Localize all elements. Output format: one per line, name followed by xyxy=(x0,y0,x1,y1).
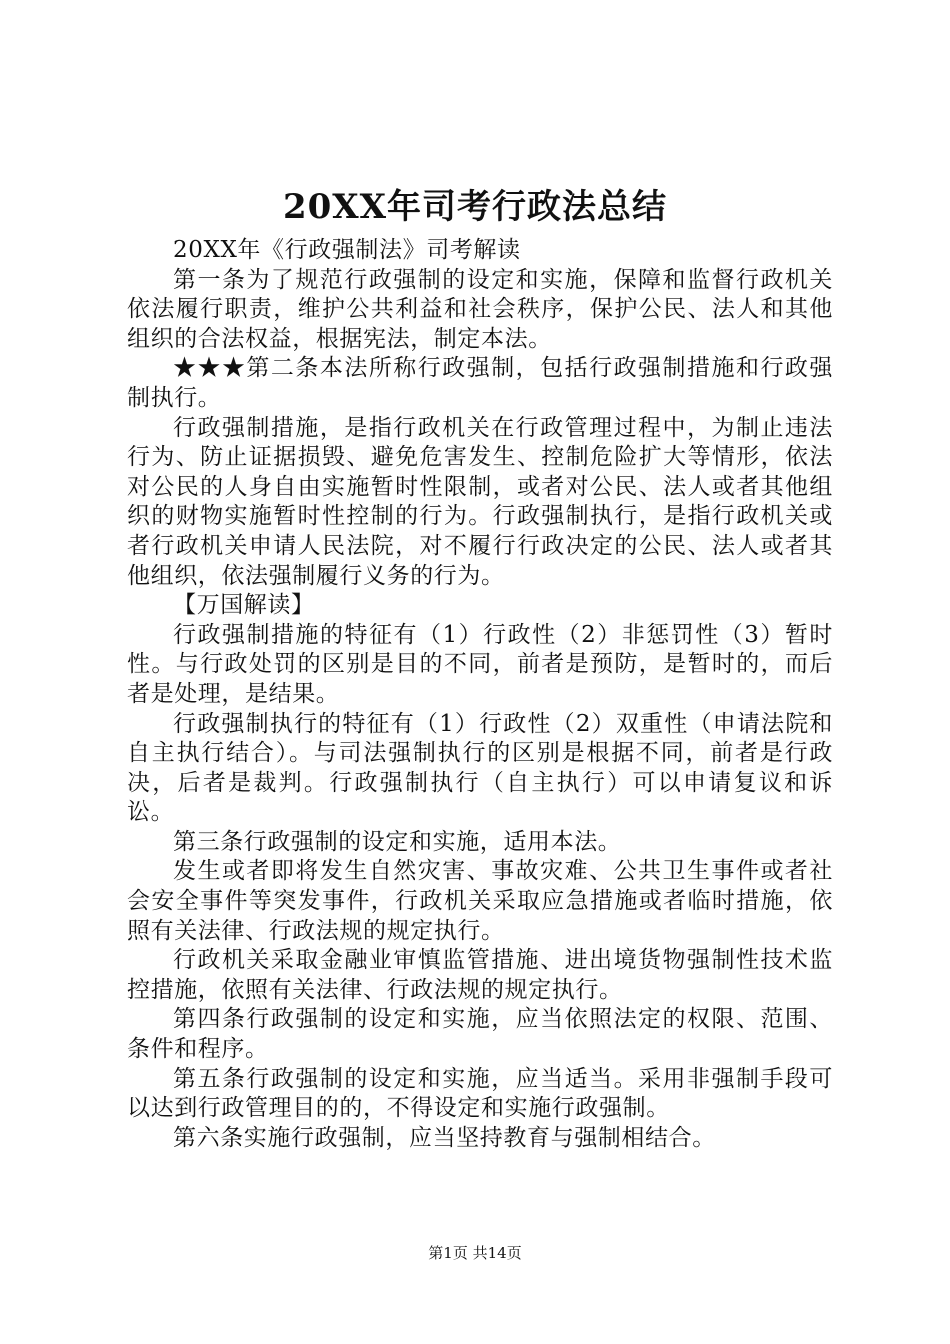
paragraph-measures-features: 行政强制措施的特征有（1）行政性（2）非惩罚性（3）暂时性。与行政处罚的区别是目的不同，前者是预防，是暂时的，而后者是处理，是结果。 xyxy=(127,621,833,707)
paragraph-article-4: 第四条行政强制的设定和实施，应当依照法定的权限、范围、条件和程序。 xyxy=(127,1006,833,1063)
paragraph-article-2: ★★★第二条本法所称行政强制，包括行政强制措施和行政强制执行。 xyxy=(127,355,833,411)
paragraph-article-3: 第三条行政强制的设定和实施，适用本法。 xyxy=(173,828,622,855)
paragraph-article-1: 第一条为了规范行政强制的设定和实施，保障和监督行政机关依法履行职责，维护公共利益和社会秩序，保护公民、法人和其他组织的合法权益，根据宪法，制定本法。 xyxy=(127,266,833,352)
document-title: 20XX年司考行政法总结 xyxy=(282,187,668,227)
document-subtitle: 20XX年《行政强制法》司考解读 xyxy=(173,237,521,263)
paragraph-definition: 行政强制措施，是指行政机关在行政管理过程中，为制止违法行为、防止证据损毁、避免危害发生、控制危险扩大等情形，依法对公民的人身自由实施暂时性限制，或者对公民、法人或者其他组织的财物实施暂时性控制的行为。行政强制执行，是指行政机关或者行政机关申请人民法院，对不履行行政决定的公民、法人或者其他组织，依法强制履行义务的行为。 xyxy=(127,414,833,589)
page-footer: 第1页 共14页 xyxy=(428,1244,522,1262)
paragraph-execution-features: 行政强制执行的特征有（1）行政性（2）双重性（申请法院和自主执行结合）。与司法强制执行的区别是根据不同，前者是行政决，后者是裁判。行政强制执行（自主执行）可以申请复议和诉讼。 xyxy=(127,710,833,826)
paragraph-financial-supervision: 行政机关采取金融业审慎监管措施、进出境货物强制性技术监控措施，依照有关法律、行政法规的规定执行。 xyxy=(127,947,833,1003)
paragraph-emergency: 发生或者即将发生自然灾害、事故灾难、公共卫生事件或者社会安全事件等突发事件，行政机关采取应急措施或者临时措施，依照有关法律、行政法规的规定执行。 xyxy=(127,858,833,944)
paragraph-commentary-heading: 【万国解读】 xyxy=(173,592,315,619)
document-body xyxy=(127,236,833,1153)
paragraph-article-6: 第六条实施行政强制，应当坚持教育与强制相结合。 xyxy=(173,1124,716,1151)
paragraph-article-5: 第五条行政强制的设定和实施，应当适当。采用非强制手段可以达到行政管理目的的，不得设定和实施行政强制。 xyxy=(127,1065,833,1122)
